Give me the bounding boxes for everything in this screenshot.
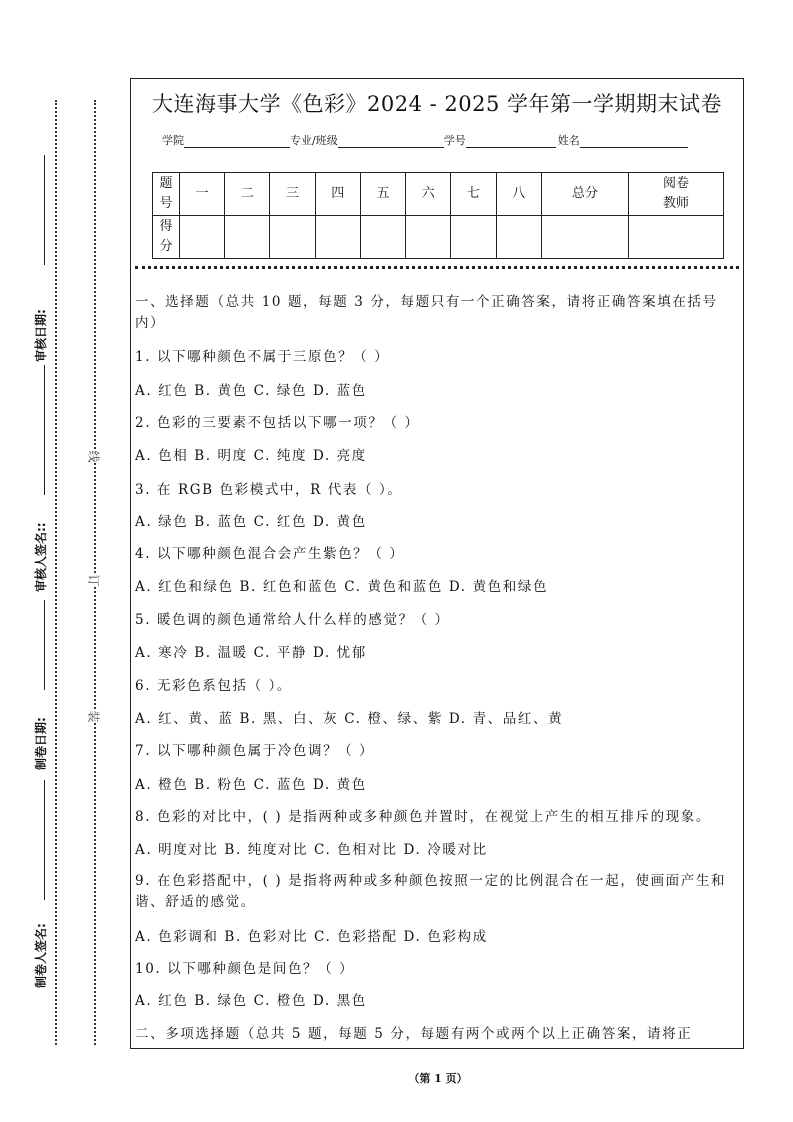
- made-date-label: 制卷日期:: [34, 717, 48, 770]
- question-text: 2. 色彩的三要素不包括以下哪一项？（ ）: [135, 415, 420, 431]
- col-7: 七: [451, 173, 496, 216]
- college-field[interactable]: [184, 135, 290, 148]
- college-label: 学院: [162, 134, 184, 147]
- question-options: A. 红色 B. 黄色 C. 绿色 D. 蓝色: [135, 383, 367, 399]
- major-class-label: 专业/班级: [290, 134, 338, 147]
- col-total: 总分: [541, 173, 628, 216]
- maker-sign-label: 制卷人签名:: [34, 923, 48, 988]
- student-id-label: 学号: [443, 134, 466, 147]
- col-3: 三: [270, 173, 315, 216]
- binding-mark-line: 线: [86, 450, 101, 463]
- review-date-label: 审核日期:: [34, 309, 48, 362]
- col-6: 六: [406, 173, 451, 216]
- col-2: 二: [225, 173, 270, 216]
- section-1-heading: 一、选择题（总共 10 题，每题 3 分，每题只有一个正确答案，请将正确答案填在括号内）: [135, 294, 718, 331]
- margin-dotted-line: [55, 100, 57, 1045]
- name-field[interactable]: [580, 135, 688, 148]
- question-options: A. 明度对比 B. 纯度对比 C. 色相对比 D. 冷暖对比: [135, 842, 488, 858]
- question-text: 9. 在色彩搭配中，( ) 是指将两种或多种颜色按照一定的比例混合在一起，使画面产生和谐、舒适的感觉。: [135, 873, 727, 910]
- score-cell[interactable]: [541, 216, 628, 259]
- section-2-heading: 二、多项选择题（总共 5 题，每题 5 分，每题有两个或两个以上正确答案，请将正: [135, 1026, 693, 1042]
- dotted-divider: [135, 266, 739, 269]
- question-number-header: 题 号: [153, 173, 180, 216]
- score-cell[interactable]: [225, 216, 270, 259]
- col-8: 八: [496, 173, 541, 216]
- binding-dotted-line: [94, 100, 96, 1045]
- score-cell[interactable]: [496, 216, 541, 259]
- score-header: 得 分: [153, 216, 180, 259]
- question-text: 10. 以下哪种颜色是间色？（ ）: [135, 961, 355, 977]
- question-options: A. 色相 B. 明度 C. 纯度 D. 亮度: [135, 448, 367, 464]
- score-cell[interactable]: [315, 216, 360, 259]
- maker-sign-line: [44, 780, 45, 900]
- score-cell[interactable]: [270, 216, 315, 259]
- made-date-line: [44, 600, 45, 690]
- question-text: 3. 在 RGB 色彩模式中，R 代表（ ）。: [135, 482, 403, 498]
- reviewer-sign-label: 审核人签名::: [34, 522, 48, 592]
- question-options: A. 橙色 B. 粉色 C. 蓝色 D. 黄色: [135, 777, 367, 793]
- score-table: [152, 172, 724, 259]
- major-class-field[interactable]: [338, 135, 444, 148]
- score-cell[interactable]: [451, 216, 496, 259]
- question-text: 4. 以下哪种颜色混合会产生紫色？（ ）: [135, 546, 405, 562]
- review-date-line: [44, 155, 45, 265]
- col-4: 四: [315, 173, 360, 216]
- question-options: A. 红色和绿色 B. 红色和蓝色 C. 黄色和蓝色 D. 黄色和绿色: [135, 579, 549, 595]
- binding-mark-bind: 装: [86, 710, 101, 723]
- question-text: 5. 暖色调的颜色通常给人什么样的感觉？（ ）: [135, 612, 450, 628]
- question-text: 7. 以下哪种颜色属于冷色调？（ ）: [135, 743, 375, 759]
- binding-mark-staple: 订: [86, 574, 101, 587]
- reviewer-sign-line: [44, 365, 45, 495]
- score-cell[interactable]: [406, 216, 451, 259]
- question-options: A. 红、黄、蓝 B. 黑、白、灰 C. 橙、绿、紫 D. 青、品红、黄: [135, 711, 564, 727]
- question-options: A. 色彩调和 B. 色彩对比 C. 色彩搭配 D. 色彩构成: [135, 929, 488, 945]
- score-cell[interactable]: [360, 216, 405, 259]
- reviewer-cell[interactable]: [629, 216, 724, 259]
- question-text: 1. 以下哪种颜色不属于三原色？（ ）: [135, 349, 390, 365]
- student-info-row: [162, 132, 688, 148]
- question-options: A. 绿色 B. 蓝色 C. 红色 D. 黄色: [135, 514, 367, 530]
- page-number: （第 1 页）: [408, 1072, 468, 1085]
- score-cell[interactable]: [180, 216, 225, 259]
- question-text: 8. 色彩的对比中，( ) 是指两种或多种颜色并置时，在视觉上产生的相互排斥的现象。: [135, 809, 711, 825]
- name-label: 姓名: [557, 134, 580, 147]
- question-options: A. 红色 B. 绿色 C. 橙色 D. 黑色: [135, 993, 367, 1009]
- student-id-field[interactable]: [466, 135, 556, 148]
- reviewer-header: 阅卷 教师: [629, 173, 724, 216]
- col-5: 五: [360, 173, 405, 216]
- exam-title: 大连海事大学《色彩》2024 - 2025 学年第一学期期末试卷: [151, 92, 722, 116]
- question-options: A. 寒冷 B. 温暖 C. 平静 D. 忧郁: [135, 645, 367, 661]
- col-1: 一: [180, 173, 225, 216]
- question-text: 6. 无彩色系包括（ ）。: [135, 678, 293, 694]
